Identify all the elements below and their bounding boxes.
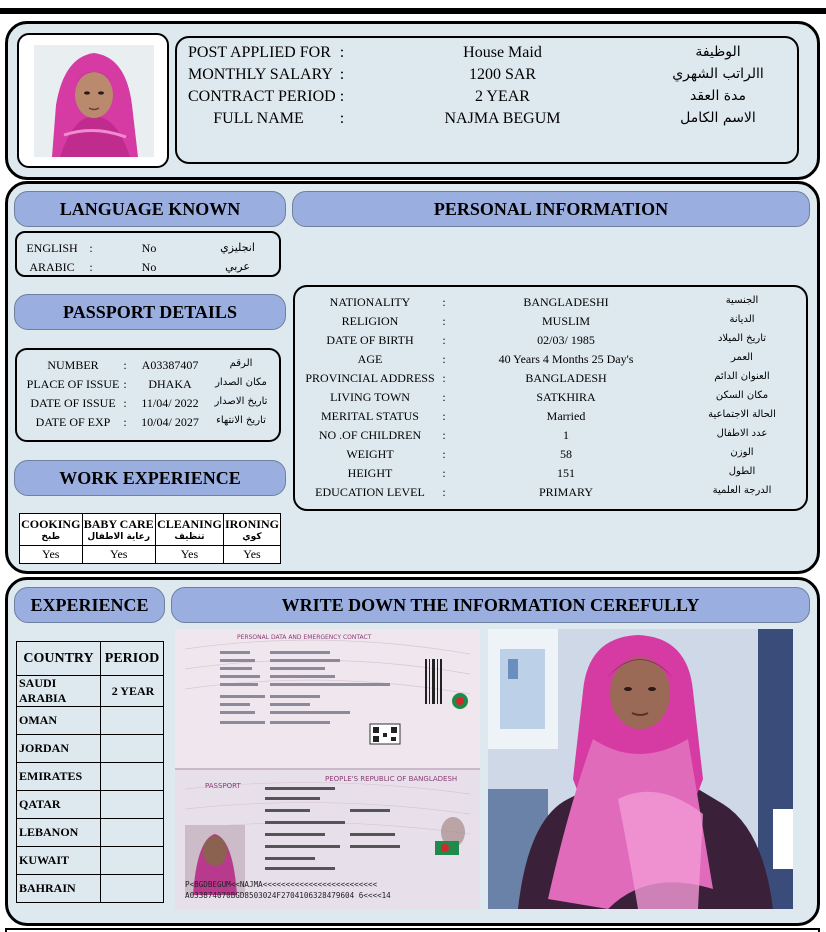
personal-label: HEIGHT bbox=[347, 466, 393, 480]
scan-mrz-line-1: P<BGDBEGUM<<NAJMA<<<<<<<<<<<<<<<<<<<<<<<<< bbox=[185, 880, 378, 889]
full-photo bbox=[488, 629, 793, 909]
language-separator: : bbox=[89, 241, 93, 255]
header-ar: الوظيفة bbox=[695, 44, 741, 60]
personal-value: MUSLIM bbox=[541, 314, 590, 328]
personal-value: Married bbox=[546, 409, 586, 423]
experience-row bbox=[17, 791, 164, 819]
work-col-ar: طبخ bbox=[41, 532, 61, 542]
language-ar: انجليزي bbox=[220, 241, 255, 254]
experience-country: LEBANON bbox=[17, 819, 101, 847]
experience-country: SAUDI ARABIA bbox=[17, 676, 101, 707]
header-ar: الاسم الكامل bbox=[680, 110, 756, 126]
personal-label: DATE OF BIRTH bbox=[326, 333, 414, 347]
language-label: ARABIC bbox=[29, 260, 75, 274]
passport-ar: مكان الصدار bbox=[215, 377, 267, 388]
candidate-photo-frame bbox=[17, 33, 169, 168]
experience-period bbox=[101, 763, 164, 791]
language-ar: عربي bbox=[225, 260, 250, 273]
personal-separator: : bbox=[442, 390, 446, 404]
header-value: House Maid bbox=[463, 44, 542, 61]
scan-bottom-heading: PEOPLE'S REPUBLIC OF BANGLADESH bbox=[325, 775, 458, 783]
passport-separator: : bbox=[123, 377, 127, 391]
work-col-ironing bbox=[223, 514, 280, 546]
personal-label: PROVINCIAL ADDRESS bbox=[305, 371, 435, 385]
personal-separator: : bbox=[442, 409, 446, 423]
personal-ar: الوزن bbox=[730, 447, 754, 458]
personal-label: WEIGHT bbox=[346, 447, 394, 461]
work-col-cooking bbox=[20, 514, 83, 546]
personal-value: 02/03/ 1985 bbox=[537, 333, 595, 347]
passport-label: DATE OF ISSUE bbox=[30, 396, 116, 410]
experience-country: EMIRATES bbox=[17, 763, 101, 791]
personal-title: PERSONAL INFORMATION bbox=[292, 191, 810, 227]
personal-separator: : bbox=[442, 428, 446, 442]
passport-separator: : bbox=[123, 358, 127, 372]
candidate-photo bbox=[34, 45, 154, 157]
personal-separator: : bbox=[442, 371, 446, 385]
passport-ar: تاريخ الاصدار bbox=[214, 396, 268, 407]
work-col-label: BABY CARE bbox=[83, 517, 154, 531]
experience-col-period: PERIOD bbox=[101, 642, 164, 676]
passport-label: NUMBER bbox=[47, 358, 99, 372]
personal-value: 58 bbox=[560, 447, 572, 461]
personal-separator: : bbox=[442, 447, 446, 461]
personal-value: BANGLADESH bbox=[525, 371, 607, 385]
full-photo-art bbox=[488, 629, 793, 909]
experience-period bbox=[101, 875, 164, 903]
personal-label: EDUCATION LEVEL bbox=[315, 485, 425, 499]
work-value-cooking: Yes bbox=[20, 546, 83, 564]
language-value: No bbox=[141, 260, 157, 274]
experience-period bbox=[101, 707, 164, 735]
header-label: MONTHLY SALARY bbox=[188, 66, 333, 83]
work-col-ar: تنظيف bbox=[174, 532, 205, 542]
passport-separator: : bbox=[123, 396, 127, 410]
experience-table bbox=[16, 641, 164, 903]
personal-separator: : bbox=[442, 466, 446, 480]
passport-ar: تاريخ الانتهاء bbox=[216, 415, 266, 426]
passport-title: PASSPORT DETAILS bbox=[14, 294, 286, 330]
personal-value: 151 bbox=[557, 466, 575, 480]
header-label: CONTRACT PERIOD bbox=[188, 88, 336, 105]
experience-period bbox=[101, 819, 164, 847]
language-title: LANGUAGE KNOWN bbox=[14, 191, 286, 227]
experience-period bbox=[101, 847, 164, 875]
experience-row bbox=[17, 676, 164, 707]
personal-separator: : bbox=[442, 333, 446, 347]
personal-value: 1 bbox=[563, 428, 569, 442]
personal-value: SATKHIRA bbox=[536, 390, 596, 404]
passport-value: 11/04/ 2022 bbox=[141, 396, 199, 410]
personal-value: BANGLADESHI bbox=[523, 295, 609, 309]
passport-label: PLACE OF ISSUE bbox=[26, 377, 120, 391]
passport-value: DHAKA bbox=[148, 377, 192, 391]
header-label: POST APPLIED FOR bbox=[188, 44, 331, 61]
header-separator: : bbox=[339, 88, 345, 105]
top-rule bbox=[0, 8, 826, 14]
experience-country: KUWAIT bbox=[17, 847, 101, 875]
work-col-babycare bbox=[82, 514, 155, 546]
experience-period bbox=[101, 735, 164, 763]
experience-row bbox=[17, 763, 164, 791]
header-value: 2 YEAR bbox=[475, 88, 530, 105]
experience-title: EXPERIENCE bbox=[14, 587, 165, 623]
experience-row bbox=[17, 819, 164, 847]
scan-passport-word: PASSPORT bbox=[205, 782, 241, 790]
passport-scan-art bbox=[175, 629, 480, 909]
scan-mrz-line-2: A033874070BGD8503024F2704106328479604 6<<<<14 bbox=[185, 891, 391, 900]
work-col-cleaning bbox=[155, 514, 223, 546]
personal-label: LIVING TOWN bbox=[330, 390, 410, 404]
work-table bbox=[19, 513, 281, 564]
header-ar: مدة العقد bbox=[690, 88, 746, 104]
personal-value: PRIMARY bbox=[538, 485, 594, 499]
experience-row bbox=[17, 707, 164, 735]
header-ar: االراتب الشهري bbox=[672, 66, 764, 82]
personal-label: RELIGION bbox=[341, 314, 399, 328]
experience-country: QATAR bbox=[17, 791, 101, 819]
personal-ar: الطول bbox=[728, 466, 756, 477]
work-col-label: IRONING bbox=[224, 517, 279, 531]
personal-label: AGE bbox=[357, 352, 383, 366]
personal-ar: الجنسية bbox=[725, 295, 759, 306]
personal-separator: : bbox=[442, 485, 446, 499]
personal-ar: الدرجة العلمية bbox=[712, 485, 772, 496]
experience-row bbox=[17, 847, 164, 875]
work-col-ar: كوي bbox=[242, 532, 262, 542]
work-value-babycare: Yes bbox=[82, 546, 155, 564]
work-title: WORK EXPERIENCE bbox=[14, 460, 286, 496]
personal-separator: : bbox=[442, 352, 446, 366]
next-section-edge bbox=[5, 928, 820, 932]
personal-ar: الحالة الاجتماعية bbox=[708, 409, 776, 420]
personal-label: MERITAL STATUS bbox=[321, 409, 419, 423]
experience-country: BAHRAIN bbox=[17, 875, 101, 903]
experience-row bbox=[17, 735, 164, 763]
header-label: FULL NAME bbox=[213, 110, 304, 127]
language-value: No bbox=[141, 241, 157, 255]
personal-ar: العنوان الدائم bbox=[714, 371, 770, 382]
scan-top-heading: PERSONAL DATA AND EMERGENCY CONTACT bbox=[237, 634, 372, 641]
header-separator: : bbox=[339, 110, 345, 127]
work-col-label: COOKING bbox=[21, 517, 81, 531]
work-value-cleaning: Yes bbox=[155, 546, 223, 564]
experience-row bbox=[17, 875, 164, 903]
header-separator: : bbox=[339, 66, 345, 83]
header-value: 1200 SAR bbox=[468, 66, 537, 83]
language-label: ENGLISH bbox=[26, 241, 78, 255]
experience-country: OMAN bbox=[17, 707, 101, 735]
work-header-row bbox=[20, 514, 281, 546]
personal-ar: الديانة bbox=[729, 314, 755, 325]
personal-separator: : bbox=[442, 295, 446, 309]
personal-ar: مكان السكن bbox=[715, 390, 769, 401]
personal-label: NATIONALITY bbox=[329, 295, 411, 309]
work-value-ironing: Yes bbox=[223, 546, 280, 564]
personal-separator: : bbox=[442, 314, 446, 328]
personal-ar: تاريخ الميلاد bbox=[717, 333, 767, 344]
work-col-label: CLEANING bbox=[157, 517, 222, 531]
work-col-ar: رعاية الاطفال bbox=[87, 532, 151, 542]
experience-col-country: COUNTRY bbox=[17, 642, 101, 676]
write-down-title: WRITE DOWN THE INFORMATION CEREFULLY bbox=[171, 587, 810, 623]
experience-body bbox=[17, 676, 164, 903]
work-value-row bbox=[20, 546, 281, 564]
passport-scan bbox=[175, 629, 480, 909]
passport-value: 10/04/ 2027 bbox=[141, 415, 199, 429]
header-value: NAJMA BEGUM bbox=[444, 110, 561, 127]
passport-ar: الرقم bbox=[229, 358, 253, 369]
passport-separator: : bbox=[123, 415, 127, 429]
experience-country: JORDAN bbox=[17, 735, 101, 763]
personal-ar: العمر bbox=[731, 352, 753, 363]
passport-value: A03387407 bbox=[141, 358, 199, 372]
personal-value: 40 Years 4 Months 25 Day's bbox=[498, 352, 634, 366]
experience-header-row bbox=[17, 642, 164, 676]
experience-period: 2 YEAR bbox=[101, 676, 164, 707]
language-separator: : bbox=[89, 260, 93, 274]
personal-label: NO .OF CHILDREN bbox=[318, 428, 422, 442]
experience-period bbox=[101, 791, 164, 819]
personal-ar: عدد الاطفال bbox=[716, 428, 768, 439]
header-separator: : bbox=[339, 44, 345, 61]
passport-label: DATE OF EXP bbox=[35, 415, 111, 429]
